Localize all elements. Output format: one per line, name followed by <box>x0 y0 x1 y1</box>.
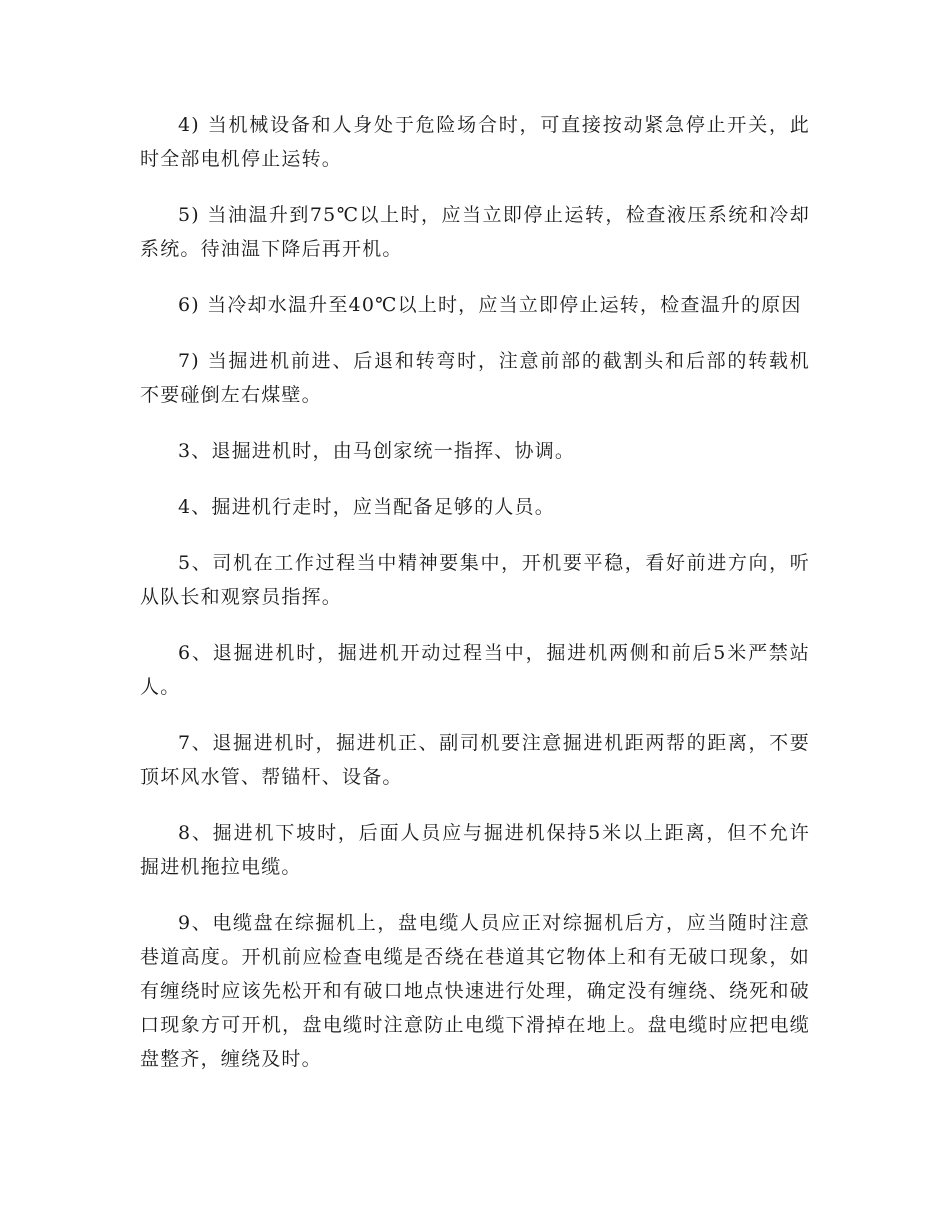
paragraph-rule-5-driver: 5、司机在工作过程当中精神要集中，开机要平稳，看好前进方向，听从队长和观察员指挥。 <box>140 552 810 608</box>
document-body <box>140 108 810 1098</box>
paragraph-rule-6-no-standing: 6、退掘进机时，掘进机开动过程当中，掘进机两侧和前后5米严禁站人。 <box>140 642 810 698</box>
paragraph-item-5-oil-temperature: 5) 当油温升到75℃以上时，应当立即停止运转，检查液压系统和冷却系统。待油温下降后再开机。 <box>140 204 810 260</box>
paragraph-rule-9-cable-reel: 9、电缆盘在综掘机上，盘电缆人员应正对综掘机后方，应当随时注意巷道高度。开机前应检查电缆是否绕在巷道其它物体上和有无破口现象，如有缠绕时应该先松开和有破口地点快速进行处理，确定没有缠绕、绕死和破口现象方可开机，盘电缆时注意防止电缆下滑掉在地上。盘电缆时应把电缆盘整齐，缠绕及时。 <box>140 912 810 1070</box>
paragraph-rule-7-clearance: 7、退掘进机时，掘进机正、副司机要注意掘进机距两帮的距离，不要顶坏风水管、帮锚杆、设备。 <box>140 732 810 788</box>
paragraph-rule-4-staffing: 4、掘进机行走时，应当配备足够的人员。 <box>178 496 555 518</box>
paragraph-item-7-turning: 7) 当掘进机前进、后退和转弯时，注意前部的截割头和后部的转载机不要碰倒左右煤壁。 <box>140 350 810 406</box>
paragraph-item-6-cooling-water: 6) 当冷却水温升至40℃以上时，应当立即停止运转，检查温升的原因 <box>178 294 802 316</box>
paragraph-rule-3-command: 3、退掘进机时，由马创家统一指挥、协调。 <box>178 440 576 462</box>
paragraph-rule-8-downhill: 8、掘进机下坡时，后面人员应与掘进机保持5米以上距离，但不允许掘进机拖拉电缆。 <box>140 822 810 878</box>
paragraph-item-4-emergency-stop: 4) 当机械设备和人身处于危险场合时，可直接按动紧急停止开关，此时全部电机停止运转。 <box>140 114 810 170</box>
